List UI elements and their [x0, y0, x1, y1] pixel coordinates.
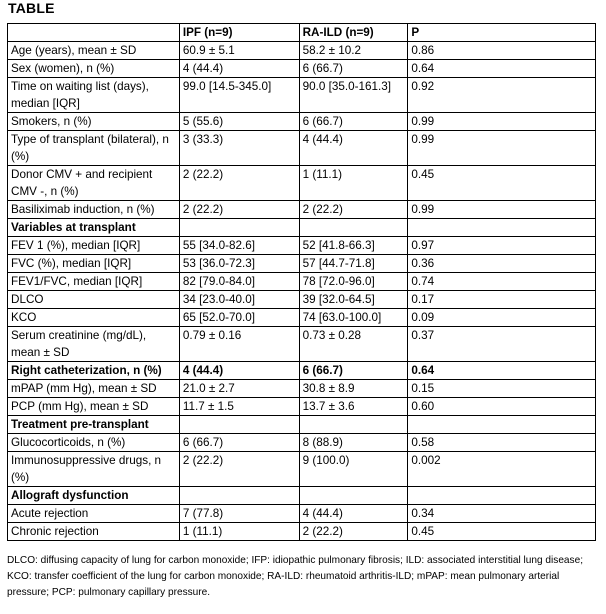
- ipf-value-cell: 65 [52.0-70.0]: [179, 309, 299, 327]
- ipf-value-cell: [179, 219, 299, 237]
- footnote: DLCO: diffusing capacity of lung for carbon monoxide; IFP: idiopathic pulmonary fibrosis; ILD: associated interstitial lung disease; KCO: transfer coefficient of the lung for carbon monoxide; RA-ILD: rheumatoid arthritis-ILD; mPAP: mean pulmonary arterial pressure; PCP: pulmonary capillary pressure.: [7, 555, 584, 598]
- ra-ild-value-cell: 74 [63.0-100.0]: [299, 309, 408, 327]
- section-row: [8, 362, 596, 380]
- table-row: [8, 434, 596, 452]
- row-label-cell: Variables at transplant: [8, 219, 180, 237]
- p-value-cell: 0.64: [408, 60, 596, 78]
- row-label-cell: KCO: [8, 309, 180, 327]
- row-label-cell: Chronic rejection: [8, 523, 180, 541]
- row-label-cell: FEV 1 (%), median [IQR]: [8, 237, 180, 255]
- table-row: [8, 255, 596, 273]
- p-value-cell: [408, 487, 596, 505]
- data-table: [7, 23, 596, 541]
- p-value-cell: 0.58: [408, 434, 596, 452]
- ra-ild-value-cell: [299, 416, 408, 434]
- p-value-cell: 0.60: [408, 398, 596, 416]
- table-header-row: [8, 24, 596, 42]
- p-value-cell: 0.09: [408, 309, 596, 327]
- ipf-value-cell: [179, 487, 299, 505]
- p-value-cell: [408, 219, 596, 237]
- ipf-value-cell: 2 (22.2): [179, 452, 299, 487]
- p-value-cell: 0.99: [408, 113, 596, 131]
- p-value-cell: 0.17: [408, 291, 596, 309]
- header-cell-p: P: [408, 24, 596, 42]
- p-value-cell: 0.34: [408, 505, 596, 523]
- p-value-cell: 0.45: [408, 523, 596, 541]
- table-row: [8, 42, 596, 60]
- p-value-cell: 0.97: [408, 237, 596, 255]
- table-row: [8, 398, 596, 416]
- section-row: [8, 416, 596, 434]
- table-row: [8, 380, 596, 398]
- row-label-cell: Age (years), mean ± SD: [8, 42, 180, 60]
- ipf-value-cell: [179, 416, 299, 434]
- p-value-cell: 0.45: [408, 166, 596, 201]
- ra-ild-value-cell: 2 (22.2): [299, 201, 408, 219]
- table-body: [8, 24, 596, 541]
- row-label-cell: PCP (mm Hg), mean ± SD: [8, 398, 180, 416]
- table-row: [8, 291, 596, 309]
- row-label-cell: Acute rejection: [8, 505, 180, 523]
- ipf-value-cell: 53 [36.0-72.3]: [179, 255, 299, 273]
- ipf-value-cell: 0.79 ± 0.16: [179, 327, 299, 362]
- p-value-cell: 0.99: [408, 131, 596, 166]
- header-cell-label: [8, 24, 180, 42]
- p-value-cell: 0.86: [408, 42, 596, 60]
- table-row: [8, 60, 596, 78]
- table-row: [8, 201, 596, 219]
- row-label-cell: DLCO: [8, 291, 180, 309]
- row-label-cell: Immunosuppressive drugs, n (%): [8, 452, 180, 487]
- ipf-value-cell: 5 (55.6): [179, 113, 299, 131]
- ra-ild-value-cell: 52 [41.8-66.3]: [299, 237, 408, 255]
- table-row: [8, 523, 596, 541]
- ra-ild-value-cell: 78 [72.0-96.0]: [299, 273, 408, 291]
- p-value-cell: 0.64: [408, 362, 596, 380]
- row-label-cell: Time on waiting list (days), median [IQR]: [8, 78, 180, 113]
- ipf-value-cell: 99.0 [14.5-345.0]: [179, 78, 299, 113]
- ra-ild-value-cell: 6 (66.7): [299, 113, 408, 131]
- table-row: [8, 78, 596, 113]
- ra-ild-value-cell: 39 [32.0-64.5]: [299, 291, 408, 309]
- ipf-value-cell: 3 (33.3): [179, 131, 299, 166]
- ipf-value-cell: 1 (11.1): [179, 523, 299, 541]
- row-label-cell: Smokers, n (%): [8, 113, 180, 131]
- row-label-cell: Glucocorticoids, n (%): [8, 434, 180, 452]
- ipf-value-cell: 4 (44.4): [179, 60, 299, 78]
- p-value-cell: [408, 416, 596, 434]
- ra-ild-value-cell: 0.73 ± 0.28: [299, 327, 408, 362]
- ra-ild-value-cell: 9 (100.0): [299, 452, 408, 487]
- row-label-cell: Serum creatinine (mg/dL), mean ± SD: [8, 327, 180, 362]
- ra-ild-value-cell: 30.8 ± 8.9: [299, 380, 408, 398]
- ra-ild-value-cell: 1 (11.1): [299, 166, 408, 201]
- ipf-value-cell: 7 (77.8): [179, 505, 299, 523]
- table-row: [8, 309, 596, 327]
- ipf-value-cell: 34 [23.0-40.0]: [179, 291, 299, 309]
- row-label-cell: mPAP (mm Hg), mean ± SD: [8, 380, 180, 398]
- header-cell-ra-ild: RA-ILD (n=9): [299, 24, 408, 42]
- section-row: [8, 219, 596, 237]
- header-cell-ipf: IPF (n=9): [179, 24, 299, 42]
- table-title: TABLE: [8, 0, 55, 16]
- ra-ild-value-cell: 90.0 [35.0-161.3]: [299, 78, 408, 113]
- p-value-cell: 0.002: [408, 452, 596, 487]
- row-label-cell: Sex (women), n (%): [8, 60, 180, 78]
- ipf-value-cell: 82 [79.0-84.0]: [179, 273, 299, 291]
- table-row: [8, 452, 596, 487]
- ra-ild-value-cell: [299, 219, 408, 237]
- p-value-cell: 0.74: [408, 273, 596, 291]
- ipf-value-cell: 60.9 ± 5.1: [179, 42, 299, 60]
- row-label-cell: Type of transplant (bilateral), n (%): [8, 131, 180, 166]
- ipf-value-cell: 55 [34.0-82.6]: [179, 237, 299, 255]
- row-label-cell: Allograft dysfunction: [8, 487, 180, 505]
- section-row: [8, 487, 596, 505]
- row-label-cell: Donor CMV + and recipient CMV -, n (%): [8, 166, 180, 201]
- p-value-cell: 0.36: [408, 255, 596, 273]
- table-row: [8, 273, 596, 291]
- row-label-cell: FEV1/FVC, median [IQR]: [8, 273, 180, 291]
- ra-ild-value-cell: 57 [44.7-71.8]: [299, 255, 408, 273]
- ipf-value-cell: 21.0 ± 2.7: [179, 380, 299, 398]
- ra-ild-value-cell: 6 (66.7): [299, 362, 408, 380]
- ra-ild-value-cell: 58.2 ± 10.2: [299, 42, 408, 60]
- row-label-cell: Treatment pre-transplant: [8, 416, 180, 434]
- ra-ild-value-cell: 8 (88.9): [299, 434, 408, 452]
- table-row: [8, 237, 596, 255]
- row-label-cell: Right catheterization, n (%): [8, 362, 180, 380]
- ra-ild-value-cell: 6 (66.7): [299, 60, 408, 78]
- ra-ild-value-cell: 13.7 ± 3.6: [299, 398, 408, 416]
- ipf-value-cell: 11.7 ± 1.5: [179, 398, 299, 416]
- p-value-cell: 0.99: [408, 201, 596, 219]
- row-label-cell: FVC (%), median [IQR]: [8, 255, 180, 273]
- ra-ild-value-cell: 4 (44.4): [299, 131, 408, 166]
- table-row: [8, 113, 596, 131]
- ipf-value-cell: 6 (66.7): [179, 434, 299, 452]
- ipf-value-cell: 2 (22.2): [179, 201, 299, 219]
- table-row: [8, 505, 596, 523]
- table-row: [8, 166, 596, 201]
- ra-ild-value-cell: 2 (22.2): [299, 523, 408, 541]
- row-label-cell: Basiliximab induction, n (%): [8, 201, 180, 219]
- p-value-cell: 0.15: [408, 380, 596, 398]
- ipf-value-cell: 2 (22.2): [179, 166, 299, 201]
- ipf-value-cell: 4 (44.4): [179, 362, 299, 380]
- ra-ild-value-cell: [299, 487, 408, 505]
- p-value-cell: 0.37: [408, 327, 596, 362]
- table-row: [8, 131, 596, 166]
- p-value-cell: 0.92: [408, 78, 596, 113]
- ra-ild-value-cell: 4 (44.4): [299, 505, 408, 523]
- table-row: [8, 327, 596, 362]
